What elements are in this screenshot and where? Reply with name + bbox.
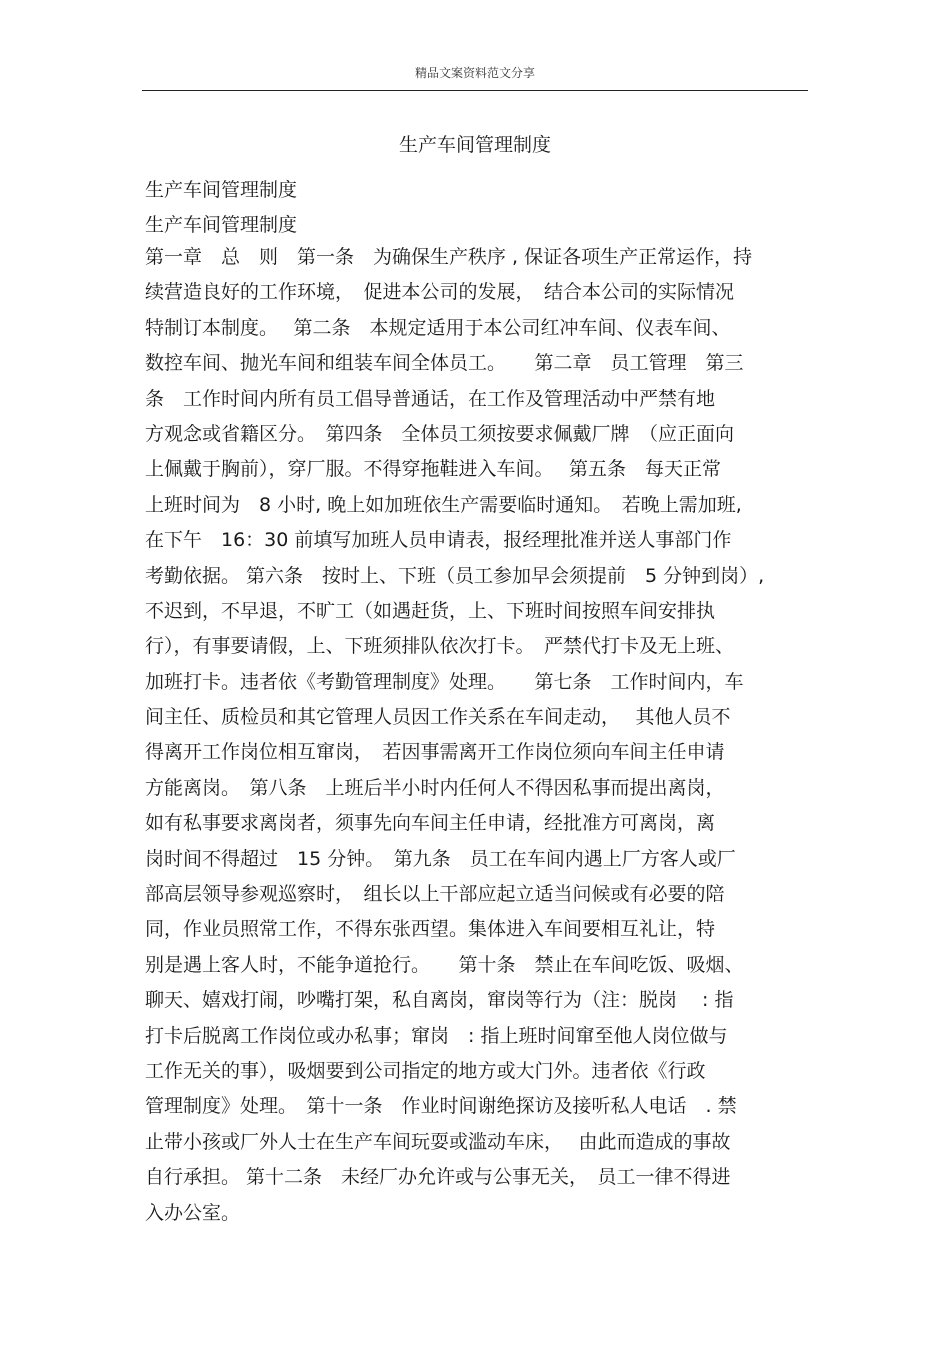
body-line: 止带小孩或厂外人士在生产车间玩耍或滥动车床， 由此而造成的事故 [145, 1130, 731, 1153]
body-line: 加班打卡。违者依《考勤管理制度》处理。 第七条 工作时间内，车 [145, 670, 744, 693]
body-line: 特制订本制度。 第二条 本规定适用于本公司红冲车间、仪表车间、 [145, 316, 731, 339]
body-line: 上班时间为 8 小时, 晚上如加班依生产需要临时通知。 若晚上需加班, [145, 493, 742, 516]
body-line: 管理制度》处理。 第十一条 作业时间谢绝探访及接听私人电话 . 禁 [145, 1095, 737, 1118]
body-line: 部高层领导参观巡察时， 组长以上干部应起立适当问候或有必要的陪 [145, 883, 725, 906]
body-line: 得离开工作岗位相互窜岗， 若因事需离开工作岗位须向车间主任申请 [145, 741, 725, 764]
body-line: 方能离岗。 第八条 上班后半小时内任何人不得因私事而提出离岗， [145, 776, 725, 799]
body-line: 不迟到，不早退，不旷工（如遇赶货，上、下班时间按照车间安排执 [145, 599, 716, 622]
body-line: 行），有事要请假，上、下班须排队依次打卡。 严禁代打卡及无上班、 [145, 635, 735, 658]
body-line: 上佩戴于胸前），穿厂服。不得穿拖鞋进入车间。 第五条 每天正常 [145, 458, 722, 481]
document-title: 生产车间管理制度 [398, 134, 551, 156]
document-body [145, 245, 815, 1236]
body-line: 间主任、质检员和其它管理人员因工作关系在车间走动， 其他人员不 [145, 706, 731, 729]
body-line: 方观念或省籍区分。 第四条 全体员工须按要求佩戴厂牌 （应正面向 [145, 422, 735, 445]
body-line: 打卡后脱离工作岗位或办私事；窜岗 : 指上班时间窜至他人岗位做与 [145, 1024, 728, 1047]
body-line: 条 工作时间内所有员工倡导普通话，在工作及管理活动中严禁有地 [145, 387, 716, 410]
body-line: 工作无关的事），吸烟要到公司指定的地方或大门外。违者依《行政 [145, 1059, 706, 1082]
body-line: 考勤依据。 第六条 按时上、下班（员工参加早会须提前 5 分钟到岗）, [145, 564, 765, 587]
body-line: 同，作业员照常工作，不得东张西望。集体进入车间要相互礼让，特 [145, 918, 716, 941]
body-line: 如有私事要求离岗者，须事先向车间主任申请，经批准方可离岗，离 [145, 812, 716, 835]
body-line: 入办公室。 [145, 1201, 241, 1224]
subtitle-2: 生产车间管理制度 [145, 214, 298, 236]
subtitle-1: 生产车间管理制度 [145, 179, 298, 201]
page-header: 精品文案资料范文分享 [414, 66, 535, 80]
body-line: 岗时间不得超过 15 分钟。 第九条 员工在车间内遇上厂方客人或厂 [145, 847, 736, 870]
body-line: 聊天、嬉戏打闹，吵嘴打架，私自离岗，窜岗等行为（注：脱岗 : 指 [145, 989, 734, 1012]
header-divider [142, 90, 808, 91]
body-line: 续营造良好的工作环境， 促进本公司的发展， 结合本公司的实际情况 [145, 281, 735, 304]
body-line: 数控车间、抛光车间和组装车间全体员工。 第二章 员工管理 第三 [145, 352, 744, 375]
body-line: 在下午 16：30 前填写加班人员申请表，报经理批准并送人事部门作 [145, 529, 732, 552]
body-line: 第一章 总 则 第一条 为确保生产秩序 , 保证各项生产正常运作，持 [145, 246, 753, 268]
body-line: 自行承担。 第十二条 未经厂办允许或与公事无关， 员工一律不得进 [145, 1166, 731, 1189]
body-line: 别是遇上客人时，不能争道抢行。 第十条 禁止在车间吃饭、吸烟、 [145, 953, 744, 976]
